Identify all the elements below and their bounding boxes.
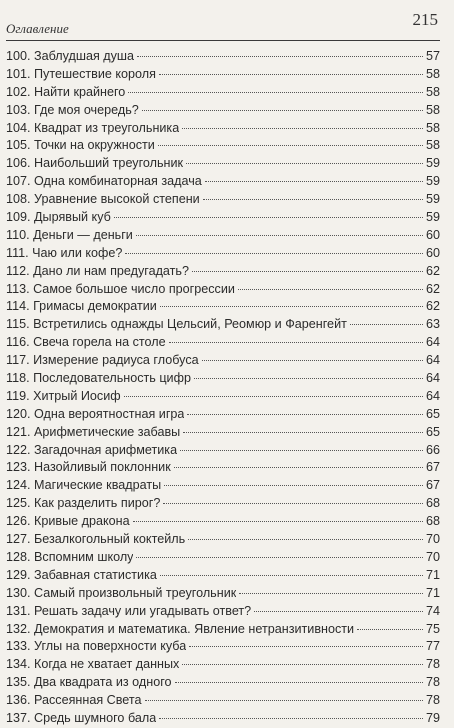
dot-leader [169,342,423,343]
toc-entry-title: 104. Квадрат из треугольника [6,120,180,135]
dot-leader [238,289,423,290]
toc-entry [6,245,440,263]
toc-entry-page: 66 [425,442,440,457]
table-of-contents [6,48,440,728]
dot-leader [145,700,423,701]
section-title: Оглавление [6,21,69,36]
toc-entry [6,710,440,728]
dot-leader [203,199,423,200]
toc-entry [6,406,440,424]
toc-entry [6,621,440,639]
toc-entry [6,567,440,585]
toc-entry [6,227,440,245]
toc-entry [6,316,440,334]
dot-leader [189,646,423,647]
toc-entry-page: 64 [425,371,440,386]
toc-entry-page: 59 [425,192,440,207]
page-number: 215 [412,10,438,29]
toc-entry-title: 108. Уравнение высокой степени [6,192,200,207]
toc-entry-title: 117. Измерение радиуса глобуса [6,353,199,368]
dot-leader [205,181,423,182]
toc-entry-title: 115. Встретились однажды Цельсий, Реомюр и Фаренгейт [6,317,347,332]
dot-leader [350,324,423,325]
toc-entry-title: 113. Самое большое число прогрессии [6,281,235,296]
dot-leader [357,629,423,630]
dot-leader [175,682,423,683]
toc-entry-title: 106. Наибольший треугольник [6,156,184,171]
toc-entry [6,352,440,370]
toc-entry-page: 58 [425,138,440,153]
toc-entry [6,549,440,567]
dot-leader [202,360,423,361]
toc-entry [6,656,440,674]
toc-entry-title: 127. Безалкогольный коктейль [6,532,186,547]
toc-entry-page: 59 [425,210,440,225]
toc-entry-page: 58 [425,66,440,81]
toc-entry [6,638,440,656]
toc-entry-title: 128. Вспомним школу [6,549,134,564]
dot-leader [160,575,423,576]
toc-entry-title: 131. Решать задачу или угадывать ответ? [6,603,252,618]
dot-leader [125,253,423,254]
toc-entry-page: 71 [425,567,440,582]
dot-leader [124,396,423,397]
toc-entry [6,84,440,102]
toc-entry-title: 136. Рассеянная Света [6,693,142,708]
toc-entry [6,281,440,299]
toc-entry-page: 71 [425,585,440,600]
toc-entry-title: 134. Когда не хватает данных [6,657,180,672]
toc-entry-title: 120. Одна вероятностная игра [6,406,185,421]
dot-leader [239,593,423,594]
toc-entry [6,585,440,603]
toc-entry [6,120,440,138]
dot-leader [164,485,423,486]
toc-entry-title: 101. Путешествие короля [6,66,156,81]
toc-entry [6,424,440,442]
toc-entry [6,191,440,209]
toc-entry-title: 107. Одна комбинаторная задача [6,174,202,189]
dot-leader [194,378,423,379]
toc-entry [6,298,440,316]
toc-entry-page: 77 [425,639,440,654]
toc-entry-page: 75 [425,621,440,636]
dot-leader [186,163,423,164]
toc-entry-title: 100. Заблудшая душа [6,49,135,63]
dot-leader [133,521,423,522]
toc-entry-page: 68 [425,496,440,511]
toc-entry-title: 119. Хитрый Иосиф [6,388,121,403]
toc-entry-page: 59 [425,174,440,189]
toc-entry [6,66,440,84]
toc-entry-title: 122. Загадочная арифметика [6,442,178,457]
toc-entry-page: 59 [425,156,440,171]
dot-leader [183,432,423,433]
dot-leader [137,56,423,57]
toc-entry-page: 58 [425,120,440,135]
dot-leader [114,217,423,218]
toc-entry [6,173,440,191]
dot-leader [182,128,423,129]
dot-leader [159,74,423,75]
dot-leader [187,414,423,415]
toc-entry-page: 64 [425,353,440,368]
toc-entry-page: 62 [425,281,440,296]
toc-entry-page: 58 [425,102,440,117]
toc-entry-title: 126. Кривые дракона [6,514,130,529]
toc-entry-title: 121. Арифметические забавы [6,424,181,439]
toc-entry-page: 60 [425,245,440,260]
toc-entry [6,674,440,692]
toc-entry-page: 65 [425,424,440,439]
toc-entry [6,263,440,281]
dot-leader [180,450,423,451]
toc-entry [6,334,440,352]
toc-entry [6,48,440,66]
dot-leader [136,235,423,236]
toc-entry-page: 70 [425,549,440,564]
dot-leader [254,611,423,612]
toc-entry [6,692,440,710]
toc-entry-title: 133. Углы на поверхности куба [6,639,187,654]
toc-entry [6,442,440,460]
toc-entry-title: 116. Свеча горела на столе [6,335,166,350]
dot-leader [160,306,423,307]
toc-entry [6,531,440,549]
dot-leader [182,664,423,665]
dot-leader [128,92,423,93]
toc-entry-page: 57 [425,49,440,63]
toc-entry-page: 79 [425,710,440,725]
toc-entry-page: 78 [425,675,440,690]
toc-entry-page: 62 [425,263,440,278]
dot-leader [174,467,423,468]
toc-entry [6,603,440,621]
toc-entry-title: 114. Гримасы демократии [6,299,157,314]
toc-entry-title: 130. Самый произвольный треугольник [6,585,237,600]
toc-entry [6,495,440,513]
toc-entry-title: 132. Демократия и математика. Явление нетранзитивности [6,621,355,636]
toc-entry-page: 78 [425,693,440,708]
dot-leader [158,145,423,146]
toc-entry-page: 62 [425,299,440,314]
toc-entry-title: 118. Последовательность цифр [6,371,191,386]
toc-entry-page: 70 [425,532,440,547]
toc-entry [6,513,440,531]
toc-entry [6,155,440,173]
toc-entry-page: 64 [425,388,440,403]
toc-entry [6,137,440,155]
toc-entry-page: 64 [425,335,440,350]
toc-entry-page: 67 [425,478,440,493]
dot-leader [136,557,423,558]
toc-entry-page: 74 [425,603,440,618]
toc-entry [6,102,440,120]
toc-entry-page: 58 [425,84,440,99]
toc-entry-title: 105. Точки на окружности [6,138,155,153]
toc-entry-title: 137. Средь шумного бала [6,710,157,725]
toc-entry [6,209,440,227]
page-header [6,10,440,41]
dot-leader [142,110,423,111]
toc-entry-title: 102. Найти крайнего [6,84,126,99]
toc-entry-title: 123. Назойливый поклонник [6,460,171,475]
toc-entry-page: 68 [425,514,440,529]
toc-entry-title: 111. Чаю или кофе? [6,245,123,260]
dot-leader [188,539,423,540]
toc-entry-page: 78 [425,657,440,672]
toc-entry-title: 110. Деньги — деньги [6,227,133,242]
dot-leader [163,503,423,504]
toc-entry-page: 67 [425,460,440,475]
dot-leader [192,271,423,272]
toc-entry-page: 65 [425,406,440,421]
dot-leader [159,718,423,719]
toc-entry [6,459,440,477]
toc-entry [6,477,440,495]
toc-entry-title: 124. Магические квадраты [6,478,162,493]
toc-entry-page: 63 [425,317,440,332]
toc-entry-title: 109. Дырявый куб [6,210,111,225]
toc-entry-title: 129. Забавная статистика [6,567,157,582]
toc-entry-title: 135. Два квадрата из одного [6,675,172,690]
toc-entry-page: 60 [425,227,440,242]
toc-entry-title: 125. Как разделить пирог? [6,496,161,511]
toc-entry-title: 112. Дано ли нам предугадать? [6,263,189,278]
toc-entry [6,370,440,388]
toc-entry-title: 103. Где моя очередь? [6,102,139,117]
toc-entry [6,388,440,406]
